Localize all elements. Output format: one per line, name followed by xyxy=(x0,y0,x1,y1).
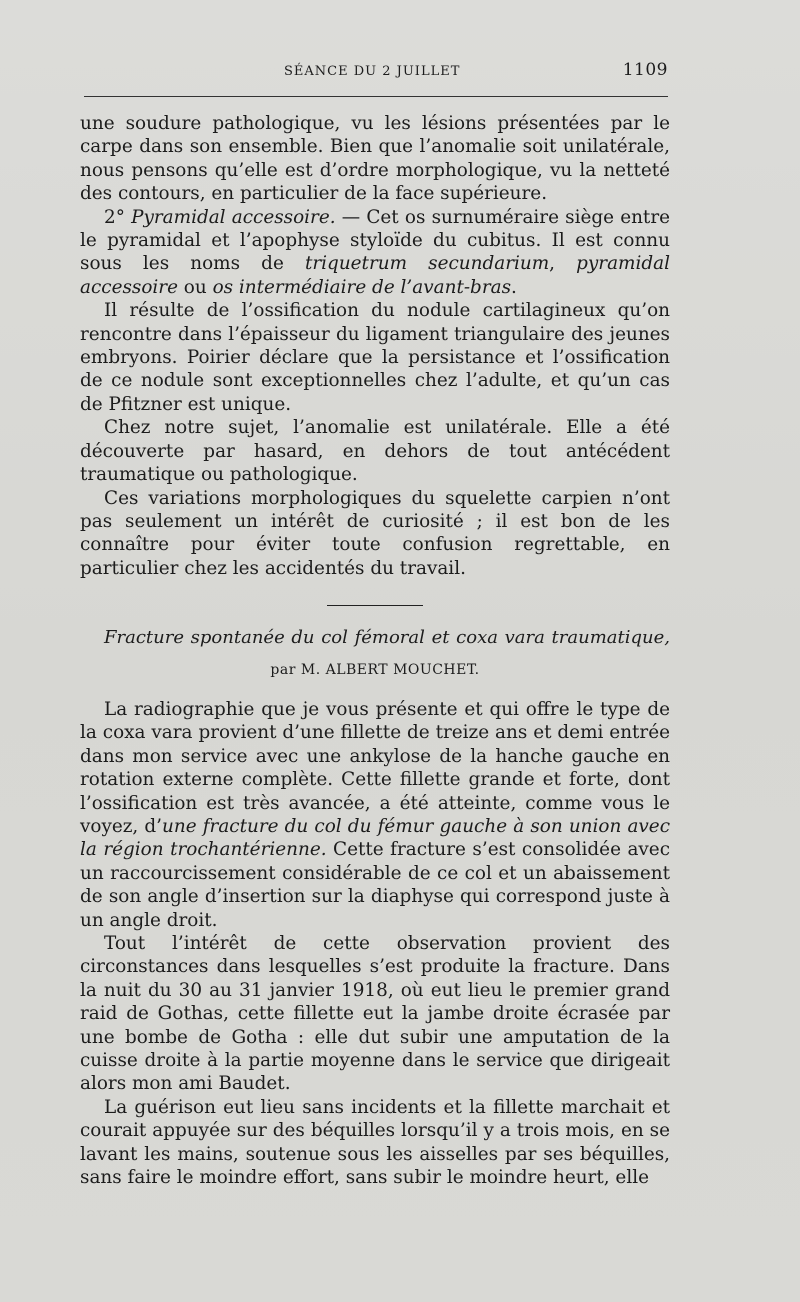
paragraph: une soudure pathologique, vu les lésions présentées par le carpe dans son ensemble. Bien que l’anomalie soit unilatérale, nous pensons qu’elle est d’ordre morphologique, vu la netteté des contours, en particulier de la face supérieure. xyxy=(80,113,670,205)
paragraph-text: Cette fracture s’est consolidée avec un raccourcissement considérable de ce col et un abaissement de son angle d’insertion sur la diaphyse qui correspond juste à un angle droit. xyxy=(80,839,670,931)
section-divider xyxy=(327,605,423,606)
byline: par M. ALBERT MOUCHET. xyxy=(270,661,480,678)
article-title: Fracture spontanée du col fémoral et coxa vara traumatique, xyxy=(104,627,670,649)
paragraph: Chez notre sujet, l’anomalie est unilatérale. Elle a été découverte par hasard, en dehors de tout antécédent traumatique ou pathologique. xyxy=(80,417,670,486)
running-title: SÉANCE DU 2 JUILLET xyxy=(284,64,461,79)
paragraph: Tout l’intérêt de cette observation provient des circonstances dans lesquelles s’est produite la fracture. Dans la nuit du 30 au 31 janvier 1918, où eut lieu le premier grand raid de Gothas, cette fillette eut la jambe droite écrasée par une bombe de Gotha : elle dut subir une amputation de la cuisse droite à la partie moyenne dans le service que dirigeait alors mon ami Baudet. xyxy=(80,933,670,1095)
header-rule xyxy=(84,96,668,97)
page-number: 1109 xyxy=(622,60,668,80)
separator: ou xyxy=(177,276,213,298)
term: pyramidal accessoire xyxy=(80,253,670,298)
paragraph-pyramidal xyxy=(80,206,670,300)
separator: , xyxy=(549,253,577,275)
latin-term: triquetrum secundarium xyxy=(304,253,550,275)
paragraph: Ces variations morphologiques du squelette carpien n’ont pas seulement un intérêt de curiosité ; il est bon de les connaître pour éviter toute confusion regrettable, en particulier chez les accidentés du travail. xyxy=(80,487,670,579)
paragraph: Il résulte de l’ossification du nodule cartilagineux qu’on rencontre dans l’épaisseur du ligament triangulaire des jeunes embryons. Poirier déclare que la persistance et l’ossification de ce nodule sont exceptionnelles chez l’adulte, et qu’un cas de Pfitzner est unique. xyxy=(80,300,670,415)
body-text xyxy=(80,112,670,1189)
section-number: 2° xyxy=(104,206,125,228)
paragraph: La guérison eut lieu sans incidents et la fillette marchait et courait appuyée sur des béquilles lorsqu’il y a trois mois, en se lavant les mains, soutenue sous les aisselles par ses béquilles, sans faire le moindre effort, sans subir le moindre heurt, elle xyxy=(80,1096,670,1189)
section-heading: Pyramidal accessoire. xyxy=(131,206,336,228)
paragraph-text: La radiographie que je vous présente et qui offre le type de la coxa vara provient d’une fillette de treize ans et demi entrée dans mon service avec une ankylose de la hanche gauche en rotation externe complète. Cette fillette grande et forte, dont l’ossification est très avancée, a été atteinte, comme vous le voyez, d’ xyxy=(80,698,670,837)
paragraph-text: — Cet os surnuméraire siège entre le pyramidal et l’apophyse styloïde du cubitus. Il est connu sous les noms de xyxy=(80,206,670,275)
paragraph-fracture xyxy=(80,698,670,932)
term: os intermédiaire de l’avant-bras xyxy=(212,276,512,298)
separator: . xyxy=(511,276,517,298)
emphasis: une fracture du col du fémur gauche à son union avec la région trochantérienne. xyxy=(80,815,670,861)
running-header xyxy=(84,60,668,84)
